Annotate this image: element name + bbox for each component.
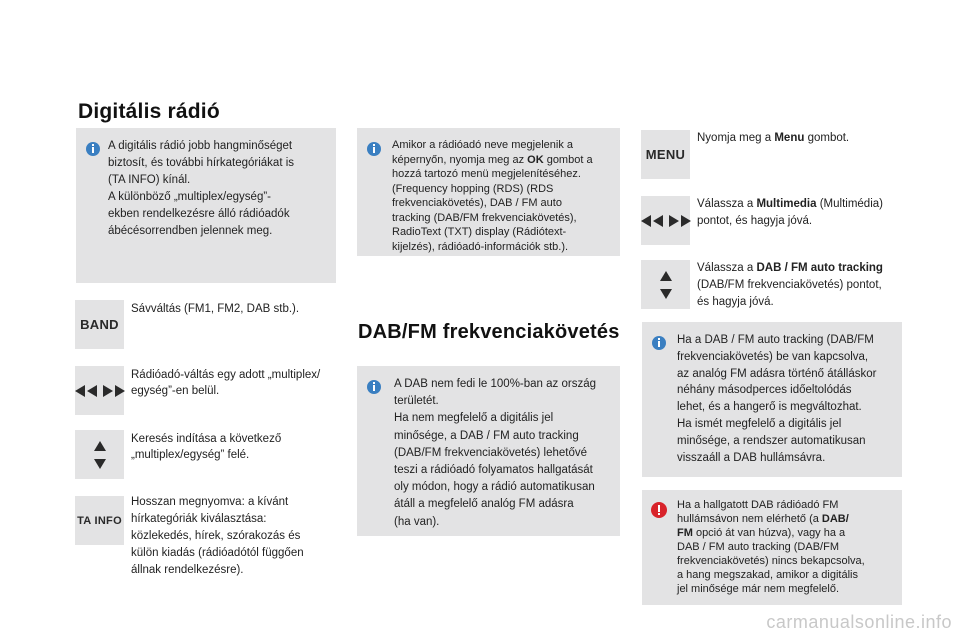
multimedia-select-button[interactable] — [641, 196, 690, 245]
step-search-text: Keresés indítása a következő „multiplex/egység” felé. — [131, 433, 282, 461]
station-switch-button[interactable] — [75, 366, 124, 415]
ok-key-label: OK — [527, 153, 544, 166]
right-arrow-icon — [103, 385, 113, 397]
info-text-station-name — [392, 138, 616, 254]
band-button[interactable] — [75, 300, 124, 349]
info-icon — [367, 380, 381, 394]
station-name-text-pre: Amikor a rádióadó neve megjelenik a képernyőn, nyomja meg az — [392, 139, 573, 166]
info-text-tracking-on: Ha a DAB / FM auto tracking (DAB/FM frekvenciakövetés) be van kapcsolva, az analóg FM adásra történő átálláskor néhány másodperces időeltolódás lehet, és a hangerő is megváltozhat. Ha ismét megfelelő a digitális jel minősége, a rendszer automatikusan visszaáll a DAB hullámsávra. — [677, 334, 877, 464]
info-box-tracking-on — [642, 322, 902, 477]
info-box-station-name — [357, 128, 620, 256]
step-menu-pre: Nyomja meg a — [697, 132, 775, 144]
tracking-select-button[interactable] — [641, 260, 690, 309]
info-box-intro — [76, 128, 336, 283]
warning-bold: DAB/ FM — [677, 513, 849, 539]
info-text-coverage: A DAB nem fedi le 100%-ban az ország területét. Ha nem megfelelő a digitális jel minősége, a DAB / FM auto tracking (DAB/FM frekvenciakövetés) lehetővé teszi a rádióadó folyamatos hallgatását oly módon, hogy a rádió automatikusan átáll a megfelelő analóg FM adásra (ha van). — [394, 378, 597, 528]
page-title: Digitális rádió — [78, 100, 220, 123]
step-band-text: Sávváltás (FM1, FM2, DAB stb.). — [131, 303, 300, 315]
right-arrow-icon — [681, 215, 691, 227]
up-down-arrows-icon — [94, 441, 106, 469]
down-arrow-icon — [94, 459, 106, 469]
tracking-bold: DAB / FM auto tracking — [756, 262, 883, 274]
menu-bold: Menu — [774, 132, 805, 144]
step-tracking-post: (DAB/FM frekvenciakövetés) pontot, és hagyja jóvá. — [697, 279, 882, 308]
warning-text — [677, 498, 899, 596]
step-menu-post: gombot. — [804, 132, 850, 144]
left-arrow-icon — [641, 215, 651, 227]
left-arrow-icon — [653, 215, 663, 227]
info-icon — [652, 336, 666, 350]
step-multimedia-text — [697, 196, 912, 230]
info-icon — [367, 142, 381, 156]
menu-button[interactable] — [641, 130, 690, 179]
station-name-text-post: gombot a hozzá tartozó menü megjelenítéséhez. (Frequency hopping (RDS) (RDS frekvenciakövetés), DAB / FM auto tracking (DAB/FM frekvenciakövetés), RadioText (TXT) display (Rádiótext- kijelzés), rádióadó-információk stb.). — [392, 153, 593, 253]
up-arrow-icon — [94, 441, 106, 451]
search-button[interactable] — [75, 430, 124, 479]
down-arrow-icon — [660, 289, 672, 299]
seek-arrows-icon — [641, 215, 691, 227]
up-down-arrows-icon — [660, 271, 672, 299]
section-title-dab-fm: DAB/FM frekvenciakövetés — [358, 321, 620, 343]
right-arrow-icon — [115, 385, 125, 397]
band-label: BAND — [80, 317, 119, 332]
left-arrow-icon — [75, 385, 85, 397]
step-multimedia-pre: Válassza a — [697, 198, 757, 210]
watermark: carmanualsonline.info — [766, 612, 952, 632]
warning-icon — [651, 502, 667, 518]
info-box-coverage — [357, 366, 620, 536]
left-arrow-icon — [87, 385, 97, 397]
step-multimedia-post: (Multimédia) pontot, és hagyja jóvá. — [697, 198, 883, 227]
step-tracking-pre: Válassza a — [697, 262, 757, 274]
step-ta-info-text: Hosszan megnyomva: a kívánt hírkategóriák kiválasztása: közlekedés, hírek, szórakozás és külön kiadás (rádióadótól függően állnak rendelkezésre). — [131, 496, 304, 576]
step-menu-text — [697, 130, 907, 146]
up-arrow-icon — [660, 271, 672, 281]
warning-text-post: opció át van húzva), vagy ha a DAB / FM auto tracking (DAB/FM frekvenciakövetés) nincs bekapcsolva, a hang megszakad, amikor a digitális jel minősége már nem megfelelő. — [677, 527, 865, 595]
multimedia-bold: Multimedia — [756, 198, 817, 210]
warning-box — [642, 490, 902, 605]
step-station-switch-text: Rádióadó-váltás egy adott „multiplex/ egység”-en belül. — [131, 369, 321, 397]
menu-label: MENU — [645, 147, 686, 162]
right-arrow-icon — [669, 215, 679, 227]
step-tracking-text — [697, 260, 912, 311]
seek-arrows-icon — [75, 385, 125, 397]
ta-info-button[interactable] — [75, 496, 124, 545]
info-icon — [86, 142, 100, 156]
warning-text-pre: Ha a hallgatott DAB rádióadó FM hullámsávon nem elérhető (a — [677, 499, 839, 525]
info-text-intro: A digitális rádió jobb hangminőséget biztosít, és további hírkategóriákat is (TA INFO) kínál. A különböző „multiplex/egység”- ekben rendelkezésre álló rádióadók ábécésorrendben jelennek meg. — [108, 140, 295, 237]
ta-info-label: TA INFO — [77, 514, 122, 527]
